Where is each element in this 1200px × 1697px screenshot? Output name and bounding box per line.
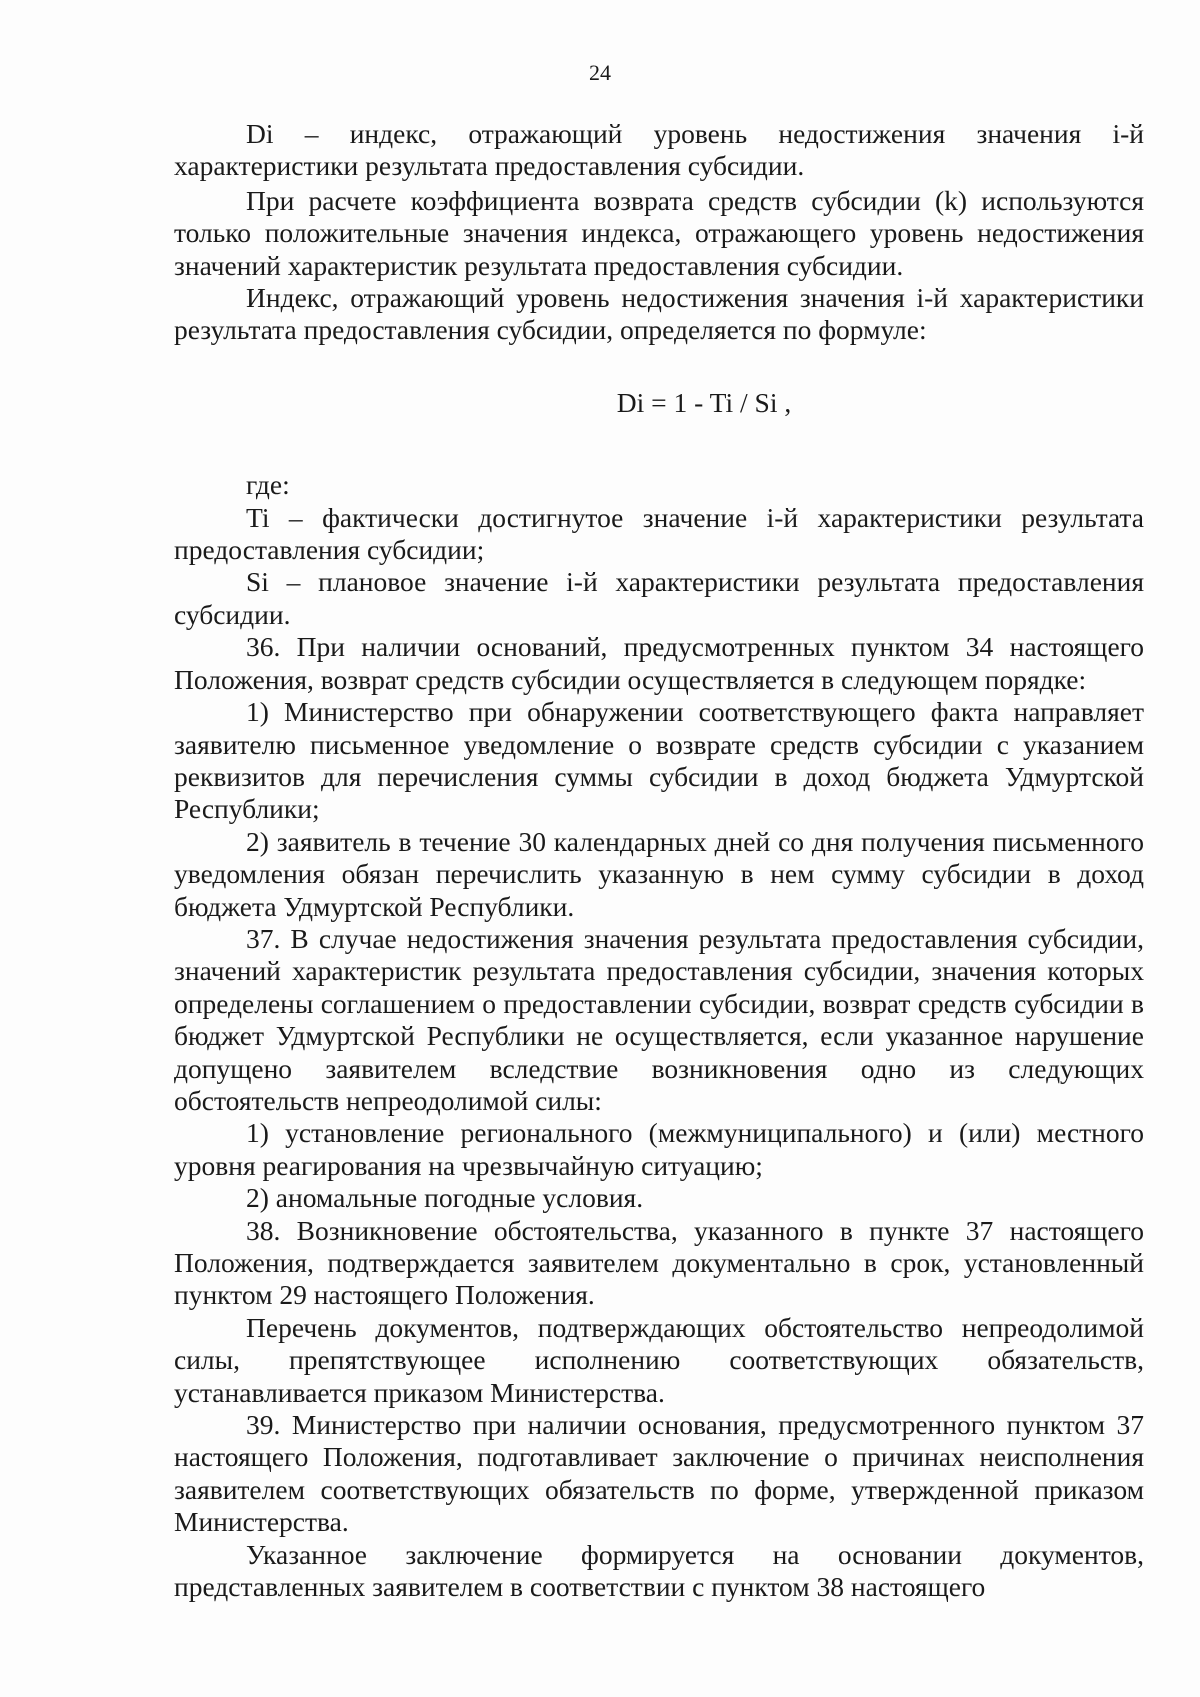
paragraph-ti-definition: Ti – фактически достигнутое значение i-й характеристики результата предоставления субсидии;: [174, 501, 1144, 566]
paragraph-item-37-2: 2) аномальные погодные условия.: [246, 1182, 644, 1214]
paragraph-item-36: 36. При наличии оснований, предусмотренных пунктом 34 настоящего Положения, возврат средств субсидии осуществляется в следующем порядке:: [174, 631, 1144, 695]
paragraph-si-definition: Si – плановое значение i-й характеристики результата предоставления субсидии.: [174, 566, 1144, 630]
paragraph-index-formula-intro: Индекс, отражающий уровень недостижения значения i-й характеристики результата предоставления субсидии, определяется по формуле:: [174, 282, 1144, 346]
paragraph-item-38: 38. Возникновение обстоятельства, указанного в пункте 37 настоящего Положения, подтверждается заявителем документально в срок, установленный пунктом 29 настоящего Положения.: [174, 1214, 1144, 1311]
page-number: 24: [589, 60, 611, 85]
paragraph-item-37: 37. В случае недостижения значения результата предоставления субсидии, значений характеристик результата предоставления субсидии, значения которых определены соглашением о предоставлении субсидии, возврат средств субсидии в бюджет Удмуртской Республики не осуществляется, если указанное нарушение допущено заявителем вследствие возникновения одно из следующих обстоятельств непреодолимой силы:: [174, 922, 1144, 1116]
paragraph-documents-list: Перечень документов, подтверждающих обстоятельство непреодолимой силы, препятствующее исполнению соответствующих обязательств, устанавливается приказом Министерства.: [174, 1311, 1144, 1408]
paragraph-conclusion: Указанное заключение формируется на основании документов, представленных заявителем в соответствии с пунктом 38 настоящего: [174, 1538, 1144, 1603]
paragraph-item-39: 39. Министерство при наличии основания, предусмотренного пунктом 37 настоящего Положения, подготавливает заключение о причинах неисполнения заявителем соответствующих обязательств по форме, утвержденной приказом Министерства.: [174, 1409, 1144, 1538]
paragraph-coefficient-note: При расчете коэффициента возврата средств субсидии (k) используются только положительные значения индекса, отражающего уровень недостижения значений характеристик результата предоставления субсидии.: [174, 184, 1144, 281]
formula: Di = 1 - Ti / Si ,: [616, 386, 792, 418]
paragraph-di-definition: Di – индекс, отражающий уровень недостижения значения i-й характеристики результата предоставления субсидии.: [174, 118, 1144, 182]
paragraph-where: где:: [246, 469, 290, 501]
paragraph-item-37-1: 1) установление регионального (межмуниципального) и (или) местного уровня реагирования на чрезвычайную ситуацию;: [174, 1117, 1144, 1181]
document-body: [174, 118, 1144, 1603]
paragraph-item-36-2: 2) заявитель в течение 30 календарных дней со дня получения письменного уведомления обязан перечислить указанную в нем сумму субсидии в доход бюджета Удмуртской Республики.: [174, 825, 1144, 922]
paragraph-item-36-1: 1) Министерство при обнаружении соответствующего факта направляет заявителю письменное уведомление о возврате средств субсидии с указанием реквизитов для перечисления суммы субсидии в доход бюджета Удмуртской Республики;: [174, 696, 1144, 825]
